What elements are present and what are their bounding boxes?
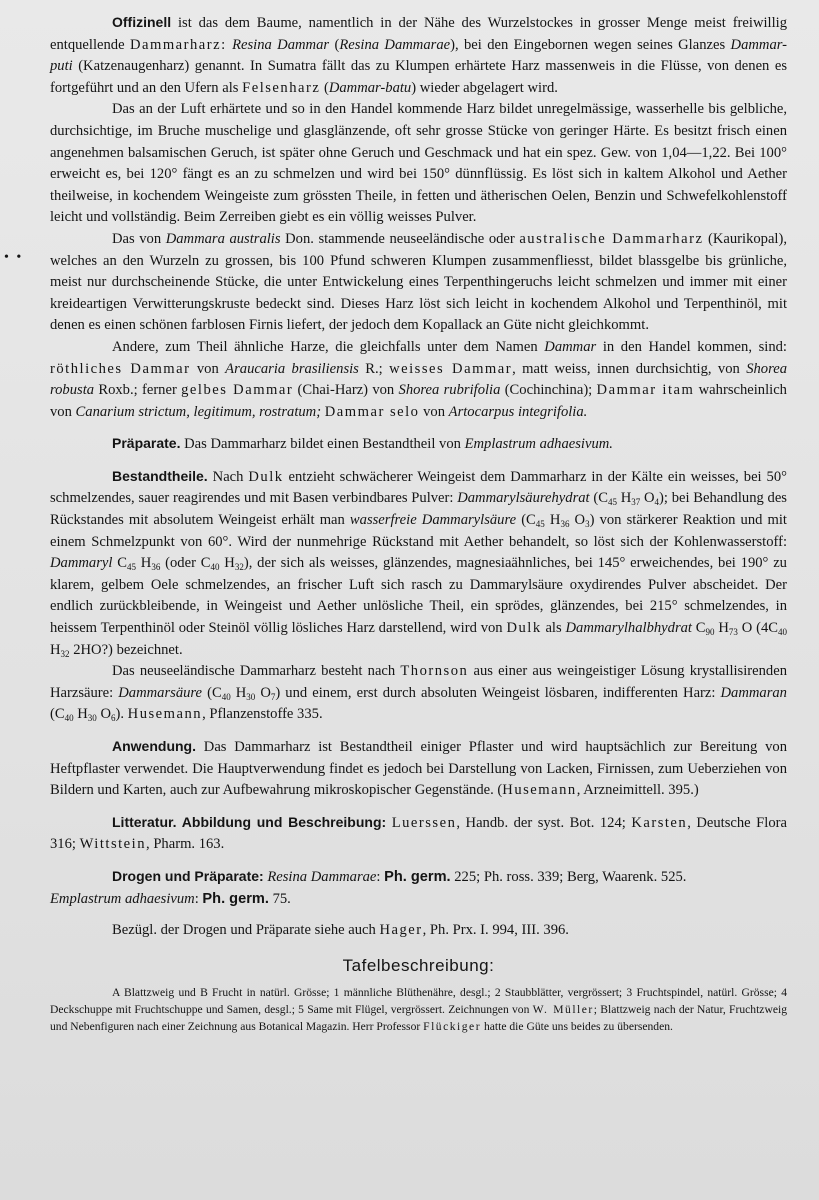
italic-term: Artocarpus integrifolia. bbox=[448, 403, 588, 420]
text-run: , Arzneimittell. 395.) bbox=[576, 782, 699, 799]
text-run: (oder C bbox=[160, 555, 211, 572]
text-run: Luerssen bbox=[391, 814, 457, 831]
text-run: H bbox=[73, 706, 88, 723]
text-run: als bbox=[541, 620, 566, 637]
text-run: von bbox=[190, 360, 226, 377]
text-run: Flückiger bbox=[423, 1019, 482, 1033]
text-run: , Pharm. 163. bbox=[146, 836, 225, 853]
italic-term: Shorea rubrifolia bbox=[398, 382, 501, 399]
italic-term: Resina Dammarae bbox=[339, 36, 451, 53]
text-run: ), bbox=[243, 555, 253, 572]
text-run: H bbox=[544, 512, 561, 529]
text-run: Hager bbox=[379, 922, 423, 939]
text-run: ); bbox=[659, 490, 668, 507]
section-heading-anwendung: Anwendung. bbox=[112, 738, 196, 754]
text-run: O bbox=[569, 512, 586, 529]
text-run: (Kaurikopal), welches an den Wurzeln zu grossen, bis 100 Pfund schweren Klumpen zusammenfliesst, bildet blassgelbe bis grünliche, meist nur durchscheinende Stücke, die unter Entwickelung eines Terpenthingeruchs leicht schmelzen und immer mit einer kreideartigen Verwitterungskruste bedeckt sind. Dieses Harz löst sich leicht in kochendem Alkohol und Terpenthinöl, mit denen es einen schönen farblosen Firnis liefert, der jedoch dem Kopallack an Güte nicht gleichkommt. bbox=[50, 230, 787, 334]
text-run: wahrscheinlich von bbox=[50, 382, 787, 420]
text-run: (Chai-Harz) von bbox=[293, 382, 399, 399]
italic-term: Dammar-puti bbox=[50, 36, 787, 75]
chemical-formula bbox=[50, 706, 124, 722]
text-run: Karsten bbox=[631, 814, 688, 831]
text-run: ). bbox=[115, 706, 125, 723]
text-run: ( bbox=[329, 36, 340, 53]
section-heading-offizinell: Offizinell bbox=[112, 14, 172, 30]
text-run: Husemann bbox=[127, 706, 203, 723]
text-run: und einem, erst durch absoluten Weingeist lösbaren, indifferenten Harz: bbox=[280, 684, 721, 701]
subscript: 90 bbox=[705, 627, 715, 638]
section-heading-bestandtheile: Bestandtheile. bbox=[112, 467, 208, 484]
italic-term: Emplastrum adhaesivum. bbox=[464, 436, 613, 453]
subscript: 40 bbox=[778, 627, 788, 638]
paragraph-drogen bbox=[50, 866, 787, 910]
subscript: 36 bbox=[151, 562, 161, 573]
italic-term: Resina Dammarae bbox=[267, 868, 377, 885]
text-run: der sich als weisses, glänzendes, magnesiaähnliches, bei 145° erweichendes, bei 190° zu klarem, gelbem Oele schmelzendes, an frischer Luft sich rasch zu Dammarylsäure oxydirendes Pulver abscheidet. Der endlich zurückbleibende, in Weingeist und Aether unlösliche Theil, ein sprödes, glänzendes, bei 215° schmelzendes, in heissem Terpenthinöl oder Steinöl völlig lösliches Harz darstellend, wird von bbox=[50, 555, 787, 637]
paragraph-australis bbox=[50, 229, 787, 337]
text-run: Dammar itam bbox=[596, 382, 695, 399]
italic-term: Dammara australis bbox=[165, 230, 281, 247]
text-run: Husemann bbox=[502, 782, 577, 799]
subscript: 7 bbox=[270, 691, 276, 702]
section-heading-drogen: Drogen und Präparate: bbox=[112, 867, 264, 884]
text-run: (Katzenaugenharz) genannt. In Sumatra fällt das zu Klumpen erhärtete Harz massenweis in die Flüsse, von denen es fortgeführt und an den Ufern als bbox=[50, 58, 787, 96]
pharmacopoeia-ref: Ph. germ. bbox=[384, 868, 451, 885]
text-run: Roxb.; ferner bbox=[94, 382, 182, 399]
text-run: 75. bbox=[268, 890, 291, 907]
subscript: 30 bbox=[87, 713, 97, 724]
text-run: ) bbox=[275, 684, 281, 701]
section-heading-litteratur: Litteratur. Abbildung und Beschreibung: bbox=[112, 813, 387, 830]
paragraph-andere-harze bbox=[50, 337, 787, 423]
text-run: R.; bbox=[358, 360, 390, 377]
italic-term: Dammar bbox=[544, 338, 597, 355]
text-run: H bbox=[50, 641, 61, 658]
text-run: : bbox=[194, 890, 203, 907]
text-run: Dulk bbox=[506, 620, 542, 637]
text-run: (Cochinchina); bbox=[500, 382, 597, 399]
italic-term: wasserfreie Dammarylsäure bbox=[349, 512, 517, 529]
text-run: Dammar selo bbox=[324, 403, 420, 420]
italic-term: Dammarsäure bbox=[118, 684, 203, 701]
text-run: (C bbox=[589, 490, 608, 507]
text-run: O bbox=[255, 684, 271, 701]
text-run: ist das dem Baume, namentlich in der Nähe des Wurzelstockes in grosser Menge meist freiwillig entquellende bbox=[50, 15, 787, 53]
italic-term: Dammarylsäurehydrat bbox=[457, 490, 590, 507]
italic-term: Emplastrum adhaesivum bbox=[50, 890, 195, 907]
text-run: Das von bbox=[112, 230, 166, 247]
text-run: Felsenharz bbox=[242, 79, 321, 96]
paragraph-praeparate bbox=[50, 433, 787, 456]
text-run: Das Dammarharz bildet einen Bestandtheil von bbox=[180, 436, 465, 453]
text-run: 225; Ph. ross. 339; Berg, Waarenk. 525. bbox=[450, 868, 687, 885]
text-run: H bbox=[714, 620, 729, 637]
text-run: Dulk bbox=[248, 468, 284, 485]
text-run: Nach bbox=[207, 468, 249, 485]
subscript: 32 bbox=[234, 562, 244, 573]
text-run: Thornson bbox=[400, 663, 469, 680]
italic-term: Araucaria brasiliensis bbox=[225, 360, 359, 377]
text-run: in den Handel kommen, sind: bbox=[596, 338, 787, 355]
text-run: Wittstein bbox=[79, 836, 147, 853]
paragraph-offizinell bbox=[50, 12, 787, 99]
chemical-formula bbox=[516, 512, 594, 528]
text-run: , Handb. der syst. Bot. 124; bbox=[456, 814, 632, 831]
text-run: O bbox=[96, 706, 111, 723]
text-run: (C bbox=[516, 512, 536, 529]
subscript: 3 bbox=[585, 519, 590, 530]
italic-term: Dammarylhalbhydrat bbox=[565, 620, 692, 637]
italic-term: Dammar-batu bbox=[328, 79, 412, 96]
text-run: , matt weiss, innen durchsichtig, von bbox=[512, 360, 747, 377]
margin-marks: • • bbox=[4, 250, 24, 265]
text-run: , Deutsche Flora 316; bbox=[50, 814, 787, 853]
section-heading-praeparate: Präparate. bbox=[112, 435, 181, 452]
text-run: Bezügl. der Drogen und Präparate siehe auch bbox=[112, 922, 380, 939]
text-run: , Ph. Prx. I. 994, III. 396. bbox=[422, 922, 569, 939]
plate-description-text bbox=[50, 984, 787, 1035]
paragraph-neuseelaendisch bbox=[50, 661, 787, 726]
text-run: (C bbox=[202, 684, 222, 701]
subscript: 4 bbox=[654, 497, 660, 508]
text-run: H bbox=[230, 684, 247, 701]
italic-term: Dammaran bbox=[720, 684, 787, 701]
text-run: weisses Dammar bbox=[389, 360, 513, 377]
subscript: 45 bbox=[126, 562, 136, 573]
text-run: O (4C bbox=[737, 620, 779, 637]
text-run: von bbox=[419, 403, 449, 420]
paragraph-bezueglich bbox=[50, 920, 787, 942]
text-run: H bbox=[616, 490, 632, 507]
subscript: 40 bbox=[221, 691, 231, 702]
text-run: ; Blattzweig nach der Natur, Fruchtzweig und Nebenfiguren nach einer Zeichnung aus Botanical Magazin. Herr Professor bbox=[50, 1002, 787, 1033]
subscript: 45 bbox=[607, 497, 617, 508]
text-run: entzieht schwächerer Weingeist dem Dammarharz in der Kälte ein weisses, bei 50° schmelzendes, sauer reagirendes und mit Basen verbindbares Pulver: bbox=[50, 468, 787, 507]
pharmacopoeia-ref: Ph. germ. bbox=[202, 890, 269, 907]
italic-term: Canarium strictum, legitimum, rostratum; bbox=[75, 403, 322, 420]
text-run: 2HO?) bbox=[69, 641, 113, 658]
subscript: 30 bbox=[246, 691, 256, 702]
chemical-formula bbox=[202, 685, 280, 701]
text-run: (C bbox=[50, 706, 65, 723]
text-run: H bbox=[219, 555, 235, 572]
text-run: H bbox=[135, 555, 152, 572]
italic-term: Resina Dammar bbox=[232, 36, 330, 53]
subscript: 32 bbox=[60, 648, 70, 659]
text-run: ), bei den Eingebornen wegen seines Glanzes bbox=[450, 36, 731, 53]
text-run: , Pflanzenstoffe 335. bbox=[202, 706, 323, 723]
text-run: von stärkerer Reaktion und mit einem Schmelzpunkt von 60°. Wird der nunmehrige Rückstand mit Aether behandelt, so löst sich der Kohlenwasserstoff: bbox=[50, 512, 787, 550]
paragraph-anwendung bbox=[50, 736, 787, 802]
paragraph-harz-beschreibung: Das an der Luft erhärtete und so in den Handel kommende Harz bildet unregelmässige, wasserhelle bis gelbliche, durchsichtige, im Bruche muschelige und glasglänzende, oft sehr grosse Stücke von geringer Härte. Es besitzt frisch einen angenehmen balsamischen Geruch, ist später ohne Geruch und Geschmack und hat ein spez. Gew. von 1,04—1,22. Bei 100° erweicht es, bei 120° fängt es an zu schmelzen und wird bei 150° dünnflüssig. Es löst sich in kaltem Alkohol und Aether theilweise, in kochendem Weingeiste zum grössten Theile, in fetten und ätherischen Oelen, Benzin und Schwefelkohlenstoff leicht und vollständig. Beim Zerreiben giebt es ein völlig weisses Pulver. bbox=[50, 101, 787, 226]
text-run: röthliches Dammar bbox=[50, 360, 191, 377]
text-run: Andere, zum Theil ähnliche Harze, die gleichfalls unter dem Namen bbox=[112, 338, 545, 355]
text-run: bei Behandlung des Rückstandes mit absolutem Weingeist erhält man bbox=[50, 490, 787, 529]
text-run: Don. stammende neuseeländische oder bbox=[280, 230, 520, 247]
text-run: ) wieder abgelagert wird. bbox=[411, 79, 558, 96]
text-run: hatte die Güte uns beides zu übersenden. bbox=[481, 1019, 673, 1033]
plate-description-title: Tafelbeschreibung: bbox=[342, 955, 495, 975]
text-run: aus einer aus weingeistiger Lösung krystallisirenden Harzsäure: bbox=[50, 663, 787, 701]
paragraph-bestandtheile bbox=[50, 466, 787, 661]
subscript: 36 bbox=[560, 519, 570, 530]
text-run: W. Müller bbox=[532, 1002, 594, 1016]
text-run: : bbox=[376, 868, 385, 885]
chemical-formula bbox=[590, 490, 668, 506]
text-run: A Blattzweig und B Frucht in natürl. Grösse; 1 männliche Blüthenähre, desgl.; 2 Staubblätter, vergrössert; 3 Fruchtspindel, natürl. Grösse; 4 Deckschuppe mit Fruchtschuppe und Samen, desgl.; 5 Same mit Flügel, vergrössert. Zeichnungen von bbox=[50, 985, 787, 1016]
paragraph-litteratur bbox=[50, 812, 787, 856]
italic-term: Dammaryl bbox=[50, 555, 113, 572]
text-run: gelbes Dammar bbox=[181, 382, 294, 399]
subscript: 37 bbox=[631, 497, 641, 508]
text-run: Das Dammarharz ist Bestandtheil einiger Pflaster und wird hauptsächlich zur Bereitung von Heftpflaster verwendet. Die Hauptverwendung findet es jedoch bei Darstellung von Lacken, Firnissen, zum Ueberziehen von Bildern und Karten, auch zur Aufbewahrung mikroskopischer Gegenstände. ( bbox=[50, 739, 787, 799]
text-run: bezeichnet. bbox=[112, 641, 183, 658]
subscript: 40 bbox=[210, 562, 220, 573]
subscript: 6 bbox=[111, 713, 116, 724]
subscript: 40 bbox=[64, 713, 74, 724]
text-run: O bbox=[640, 490, 655, 507]
chemical-formula bbox=[112, 555, 252, 571]
text-run: ( bbox=[320, 79, 329, 96]
text-run: C bbox=[112, 555, 127, 572]
italic-term: Shorea robusta bbox=[50, 360, 788, 399]
text-run: Das neuseeländische Dammarharz besteht nach bbox=[112, 663, 401, 680]
text-run: C bbox=[691, 620, 706, 637]
text-run: Dammarharz: bbox=[129, 36, 227, 53]
subscript: 45 bbox=[535, 519, 545, 530]
text-run: ) bbox=[589, 512, 595, 529]
text-run: australische Dammarharz bbox=[519, 230, 704, 247]
subscript: 73 bbox=[728, 627, 738, 638]
